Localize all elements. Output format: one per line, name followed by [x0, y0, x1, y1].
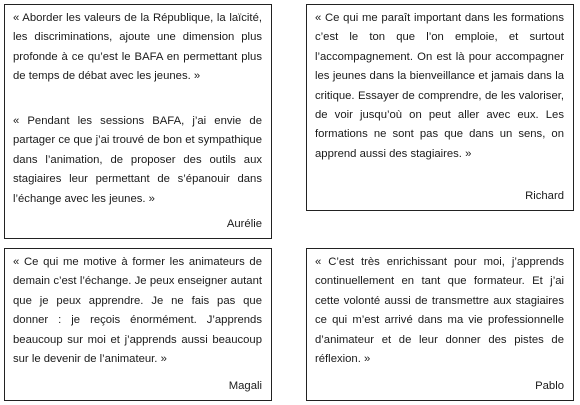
- testimonial-card-richard: [306, 4, 574, 211]
- testimonial-author: Magali: [228, 380, 262, 392]
- testimonial-card-pablo: [306, 248, 574, 401]
- testimonial-card-aurelie: [4, 4, 272, 239]
- testimonial-quote: « Aborder les valeurs de la République, la laïcité, les discriminations, ajoute une dimension plus profonde à ce qu’est le BAFA en permettant plus de temps de débat avec les jeunes. »: [13, 12, 262, 83]
- testimonial-quote: « Ce qui me motive à former les animateurs de demain c’est l’échange. Je peux enseigner autant que je peux apprendre. Je ne fais pas que donner : je reçois énormément. J’apprends beaucoup sur moi et j’apprends aussi beaucoup sur le devenir de l’animateur. »: [13, 256, 262, 366]
- testimonial-card-magali: [4, 248, 272, 401]
- testimonial-author: Richard: [525, 190, 564, 202]
- testimonial-quote: « Pendant les sessions BAFA, j’ai envie de partager ce que j’ai trouvé de bon et sympathique dans l’animation, de proposer des outils aux stagiaires leur permettant de s’épanouir dans l’échange avec les jeunes. »: [13, 115, 262, 205]
- testimonial-quote: « Ce qui me paraît important dans les formations c’est le ton que l’on emploie, et surtout l’accompagnement. On est là pour accompagner les jeunes dans la bienveillance et jamais dans la critique. Essayer de comprendre, de les valoriser, de voir jusqu’où on peut aller avec eux. Les formations ne sont pas que dans un sens, on apprend aussi des stagiaires. »: [315, 12, 564, 160]
- testimonial-quote: « C’est très enrichissant pour moi, j’apprends continuellement en tant que formateur. Et j’ai cette volonté aussi de transmettre aux stagiaires ce qui m’est arrivé dans ma vie professionnelle d’animateur et de leur donner des pistes de réflexion. »: [315, 256, 564, 366]
- testimonial-author: Pablo: [535, 380, 564, 392]
- testimonial-author: Aurélie: [226, 218, 262, 230]
